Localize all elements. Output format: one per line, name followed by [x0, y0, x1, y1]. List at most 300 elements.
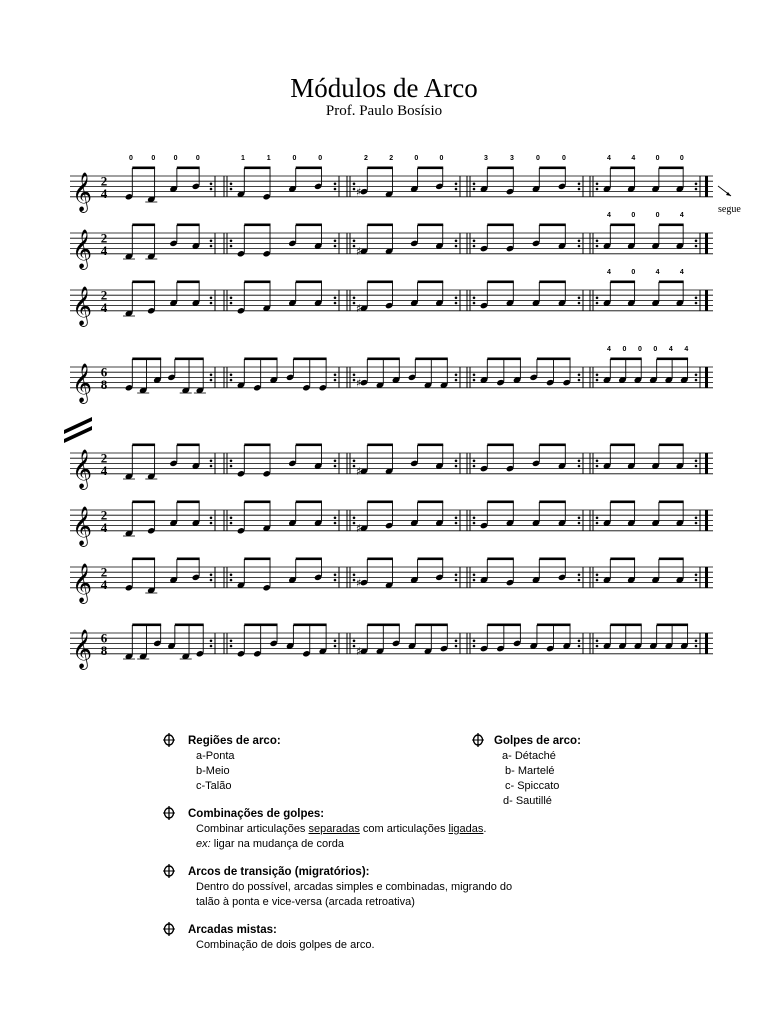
repeat-dot: [596, 183, 599, 186]
bow-stroke-item: c- Spiccato: [505, 780, 560, 792]
final-barline: [705, 233, 708, 254]
sharp-accidental: ♯: [356, 302, 362, 316]
repeat-dot: [230, 374, 233, 377]
repeat-dot: [210, 379, 213, 382]
beam: [244, 281, 270, 284]
fingering-number: 2: [364, 155, 368, 162]
transition-bows-section: [188, 865, 512, 910]
page-subtitle: Prof. Paulo Bosísio: [325, 103, 443, 119]
beam: [367, 558, 393, 561]
fingering-number: 0: [195, 155, 200, 162]
repeat-dot: [695, 297, 698, 300]
time-signature-bottom: 4: [100, 462, 108, 478]
beam: [659, 224, 684, 227]
repeat-dot: [230, 640, 233, 643]
repeat-dot: [473, 579, 476, 582]
repeat-dot: [695, 188, 698, 191]
fingering-number: 0: [631, 212, 636, 219]
time-signature-bottom: 4: [100, 242, 108, 258]
fingering-number: 0: [655, 212, 660, 219]
final-barline: [705, 290, 708, 311]
final-barline: [705, 367, 708, 388]
repeat-dot: [353, 465, 356, 468]
repeat-dot: [353, 574, 356, 577]
repeat-dot: [596, 297, 599, 300]
repeat-dot: [695, 460, 698, 463]
repeat-dot: [230, 183, 233, 186]
staff: [70, 155, 713, 213]
repeat-dot: [473, 465, 476, 468]
repeat-dot: [473, 574, 476, 577]
sharp-accidental: ♯: [356, 245, 362, 259]
repeat-dot: [210, 522, 213, 525]
staff: [70, 212, 713, 270]
beam: [132, 501, 155, 504]
beam: [132, 444, 155, 447]
repeat-dot: [210, 517, 213, 520]
fingering-number: 0: [536, 155, 540, 162]
repeat-dot: [334, 460, 337, 463]
final-barline: [705, 633, 708, 654]
beam: [296, 167, 322, 170]
repeat-dot: [695, 465, 698, 468]
repeat-dot: [210, 574, 213, 577]
repeat-dot: [596, 379, 599, 382]
fingering-number: 0: [173, 155, 178, 162]
repeat-dot: [353, 460, 356, 463]
repeat-dot: [473, 379, 476, 382]
crosshair-bullet-icon: [162, 733, 176, 747]
repeat-dot: [334, 297, 337, 300]
beam: [418, 281, 444, 284]
beam: [610, 558, 635, 561]
repeat-dot: [210, 188, 213, 191]
repeat-dot: [455, 379, 458, 382]
repeat-dot: [473, 188, 476, 191]
repeat-dot: [210, 374, 213, 377]
treble-clef: 𝄞: [72, 562, 93, 603]
final-barline: [705, 510, 708, 531]
repeat-dot: [353, 188, 356, 191]
fingering-number: 0: [439, 155, 444, 162]
bow-stroke-item: b- Martelé: [505, 765, 555, 777]
fingering-number: 0: [622, 346, 627, 353]
repeat-dot: [596, 460, 599, 463]
repeat-dot: [334, 465, 337, 468]
repeat-dot: [455, 245, 458, 248]
beam: [659, 281, 684, 284]
repeat-dot: [596, 240, 599, 243]
beam: [244, 624, 277, 627]
treble-clef: 𝄞: [72, 285, 93, 326]
transition-bows-text: Dentro do possível, arcadas simples e combinadas, migrando do: [196, 881, 513, 893]
sharp-accidental: ♯: [356, 576, 362, 590]
repeat-dot: [353, 245, 356, 248]
sharp-accidental: ♯: [356, 185, 362, 199]
repeat-dot: [455, 297, 458, 300]
beam: [132, 224, 155, 227]
fingering-number: 0: [562, 155, 566, 162]
beam: [177, 558, 200, 561]
repeat-dot: [230, 245, 233, 248]
beam: [177, 167, 200, 170]
repeat-dot: [455, 302, 458, 305]
time-signature-bottom: 4: [100, 299, 108, 315]
repeat-dot: [596, 579, 599, 582]
repeat-dot: [334, 183, 337, 186]
sharp-accidental: ♯: [356, 645, 362, 659]
music-score: [0, 150, 768, 710]
beam: [296, 501, 322, 504]
repeat-dot: [473, 297, 476, 300]
beam: [610, 501, 635, 504]
beam: [659, 167, 684, 170]
fingering-number: 3: [484, 155, 488, 162]
beam: [610, 358, 641, 361]
repeat-dot: [334, 522, 337, 525]
repeat-dot: [334, 240, 337, 243]
beam: [367, 281, 393, 284]
fingering-number: 1: [266, 155, 271, 162]
time-signature-bottom: 4: [100, 519, 108, 535]
beam: [487, 167, 514, 170]
time-signature-top: 2: [100, 564, 108, 580]
bow-region-item: c-Talão: [196, 780, 232, 792]
repeat-dot: [695, 640, 698, 643]
stroke-combinations-example: ex: ligar na mudança de corda: [196, 838, 344, 850]
repeat-dot: [210, 640, 213, 643]
beam: [657, 624, 688, 627]
fingering-number: 0: [414, 155, 419, 162]
repeat-dot: [695, 517, 698, 520]
stroke-combinations-text: Combinar articulações separadas com articulações ligadas.: [196, 823, 487, 835]
bow-region-item: a-Ponta: [196, 750, 235, 762]
repeat-dot: [230, 188, 233, 191]
repeat-dot: [230, 460, 233, 463]
repeat-dot: [596, 465, 599, 468]
sharp-accidental: ♯: [356, 376, 362, 390]
repeat-dot: [334, 302, 337, 305]
repeat-dot: [596, 188, 599, 191]
mixed-bows-text: Combinação de dois golpes de arco.: [196, 939, 375, 951]
beam: [367, 358, 400, 361]
bow-regions-title: Regiões de arco:: [188, 735, 281, 747]
beam: [537, 358, 571, 361]
repeat-dot: [455, 183, 458, 186]
beam: [487, 624, 521, 627]
repeat-dot: [210, 460, 213, 463]
beam: [244, 558, 270, 561]
repeat-dot: [578, 579, 581, 582]
repeat-dot: [473, 460, 476, 463]
fingering-number: 0: [655, 155, 660, 162]
fingering-number: 0: [129, 155, 133, 162]
time-signature-bottom: 4: [100, 576, 108, 592]
time-signature-bottom: 4: [100, 185, 108, 201]
fingering-number: 4: [607, 212, 611, 219]
repeat-dot: [596, 517, 599, 520]
repeat-dot: [230, 302, 233, 305]
repeat-dot: [230, 574, 233, 577]
treble-clef: 𝄞: [72, 362, 93, 403]
beam: [367, 624, 400, 627]
sharp-accidental: ♯: [356, 465, 362, 479]
staff: [70, 558, 713, 604]
repeat-dot: [473, 183, 476, 186]
repeat-dot: [578, 188, 581, 191]
beam: [367, 167, 393, 170]
fingering-number: 1: [241, 155, 245, 162]
fingering-number: 2: [389, 155, 394, 162]
repeat-dot: [353, 579, 356, 582]
bow-strokes-title: Golpes de arco:: [494, 735, 581, 747]
repeat-dot: [578, 374, 581, 377]
repeat-dot: [353, 302, 356, 305]
repeat-dot: [596, 302, 599, 305]
stroke-combinations-title: Combinações de golpes:: [188, 808, 325, 820]
beam: [539, 558, 566, 561]
repeat-dot: [695, 240, 698, 243]
repeat-dot: [210, 240, 213, 243]
repeat-dot: [210, 579, 213, 582]
repeat-dot: [230, 297, 233, 300]
sharp-accidental: ♯: [356, 522, 362, 536]
repeat-dot: [353, 374, 356, 377]
beam: [132, 624, 161, 627]
fingering-number: 0: [292, 155, 297, 162]
beam: [539, 281, 566, 284]
repeat-dot: [578, 645, 581, 648]
repeat-dot: [578, 640, 581, 643]
repeat-dot: [210, 302, 213, 305]
fingering-number: 0: [679, 155, 684, 162]
beam: [132, 281, 155, 284]
repeat-dot: [455, 465, 458, 468]
beam: [175, 358, 204, 361]
crosshair-bullet-icon: [471, 733, 485, 747]
fingering-number: 3: [510, 155, 514, 162]
crosshair-bullet-icon: [162, 922, 176, 936]
treble-clef: 𝄞: [72, 171, 93, 212]
repeat-dot: [230, 465, 233, 468]
repeat-dot: [596, 574, 599, 577]
staff: [70, 624, 713, 670]
time-signature-top: 2: [100, 507, 108, 523]
repeat-dot: [334, 374, 337, 377]
fingering-number: 4: [607, 269, 611, 276]
beam: [539, 501, 566, 504]
beam: [244, 167, 270, 170]
treble-clef: 𝄞: [72, 448, 93, 489]
beam: [610, 444, 635, 447]
beam: [367, 501, 393, 504]
beam: [610, 224, 635, 227]
fingering-number: 4: [668, 346, 673, 353]
repeat-dot: [578, 517, 581, 520]
repeat-dot: [353, 240, 356, 243]
repeat-dot: [695, 522, 698, 525]
time-signature-top: 6: [100, 630, 108, 646]
repeat-dot: [455, 517, 458, 520]
stroke-combinations-section: [188, 807, 486, 852]
repeat-dot: [455, 240, 458, 243]
repeat-dot: [353, 640, 356, 643]
beam: [367, 444, 393, 447]
staff: [70, 346, 713, 404]
repeat-dot: [455, 460, 458, 463]
fingering-number: 4: [679, 212, 684, 219]
final-barline: [705, 176, 708, 197]
bow-strokes-section: [494, 734, 581, 809]
repeat-dot: [230, 379, 233, 382]
repeat-dot: [695, 574, 698, 577]
beam: [296, 558, 322, 561]
time-signature-top: 2: [100, 230, 108, 246]
beam: [610, 624, 641, 627]
repeat-dot: [353, 183, 356, 186]
beam: [539, 444, 566, 447]
treble-clef: 𝄞: [72, 505, 93, 546]
repeat-dot: [578, 522, 581, 525]
beam: [487, 281, 514, 284]
fingering-number: 4: [607, 346, 611, 353]
bow-region-item: b-Meio: [196, 765, 230, 777]
beam: [610, 281, 635, 284]
beam: [296, 444, 322, 447]
repeat-dot: [455, 645, 458, 648]
beam: [177, 281, 200, 284]
repeat-dot: [695, 379, 698, 382]
repeat-dot: [596, 522, 599, 525]
repeat-dot: [578, 302, 581, 305]
treble-clef: 𝄞: [72, 228, 93, 269]
beam: [177, 224, 200, 227]
repeat-dot: [578, 245, 581, 248]
fingering-number: 4: [679, 269, 684, 276]
staff: [70, 444, 713, 490]
time-signature-top: 2: [100, 287, 108, 303]
repeat-dot: [596, 245, 599, 248]
repeat-dot: [695, 374, 698, 377]
repeat-dot: [455, 522, 458, 525]
time-signature-bottom: 8: [100, 642, 108, 658]
repeat-dot: [353, 379, 356, 382]
transition-bows-text: talão à ponta e vice-versa (arcada retroativa): [196, 896, 415, 908]
crosshair-bullet-icon: [162, 806, 176, 820]
fingering-number: 0: [631, 269, 636, 276]
repeat-dot: [353, 297, 356, 300]
fingering-number: 4: [607, 155, 611, 162]
beam: [415, 624, 448, 627]
beam: [659, 501, 684, 504]
repeat-dot: [230, 522, 233, 525]
repeat-dot: [596, 645, 599, 648]
repeat-dot: [334, 574, 337, 577]
beam: [418, 167, 444, 170]
repeat-dot: [353, 517, 356, 520]
repeat-dot: [473, 240, 476, 243]
fingering-number: 4: [631, 155, 636, 162]
repeat-dot: [473, 517, 476, 520]
repeat-dot: [596, 640, 599, 643]
time-signature-top: 6: [100, 364, 108, 380]
repeat-dot: [578, 297, 581, 300]
beam: [487, 501, 514, 504]
time-signature-top: 2: [100, 173, 108, 189]
fingering-number: 4: [684, 346, 689, 353]
beam: [175, 624, 204, 627]
beam: [487, 358, 521, 361]
beam: [367, 224, 393, 227]
beam: [293, 624, 326, 627]
repeat-dot: [455, 374, 458, 377]
beam: [659, 558, 684, 561]
beam: [539, 167, 566, 170]
repeat-dot: [473, 645, 476, 648]
bow-stroke-item: a- Détaché: [502, 750, 556, 762]
repeat-dot: [473, 302, 476, 305]
beam: [132, 167, 155, 170]
repeat-dot: [334, 517, 337, 520]
repeat-dot: [578, 460, 581, 463]
staff: [70, 501, 713, 547]
beam: [657, 358, 688, 361]
segue-label: segue: [718, 204, 741, 215]
beam: [244, 358, 277, 361]
repeat-dot: [334, 245, 337, 248]
repeat-dot: [455, 574, 458, 577]
final-barline: [705, 567, 708, 588]
beam: [244, 501, 270, 504]
repeat-dot: [695, 183, 698, 186]
repeat-dot: [210, 183, 213, 186]
beam: [487, 558, 514, 561]
repeat-dot: [695, 645, 698, 648]
beam: [415, 358, 448, 361]
repeat-dot: [578, 465, 581, 468]
beam: [418, 224, 444, 227]
repeat-dot: [230, 517, 233, 520]
beam: [610, 167, 635, 170]
repeat-dot: [578, 240, 581, 243]
repeat-dot: [596, 374, 599, 377]
repeat-dot: [473, 640, 476, 643]
mixed-bows-section: [188, 923, 375, 953]
beam: [539, 224, 566, 227]
bow-stroke-item: d- Sautillé: [503, 795, 552, 807]
final-barline: [705, 453, 708, 474]
beam: [132, 558, 155, 561]
fingering-number: 0: [637, 346, 642, 353]
repeat-dot: [473, 374, 476, 377]
beam: [177, 501, 200, 504]
fingering-number: 4: [655, 269, 660, 276]
time-signature-bottom: 8: [100, 376, 108, 392]
beam: [132, 358, 161, 361]
repeat-dot: [353, 645, 356, 648]
page-title: Módulos de Arco: [290, 73, 478, 103]
repeat-dot: [353, 522, 356, 525]
repeat-dot: [230, 579, 233, 582]
repeat-dot: [473, 245, 476, 248]
repeat-dot: [334, 579, 337, 582]
repeat-dot: [455, 188, 458, 191]
repeat-dot: [334, 645, 337, 648]
repeat-dot: [455, 579, 458, 582]
repeat-dot: [230, 240, 233, 243]
beam: [487, 444, 514, 447]
beam: [537, 624, 571, 627]
